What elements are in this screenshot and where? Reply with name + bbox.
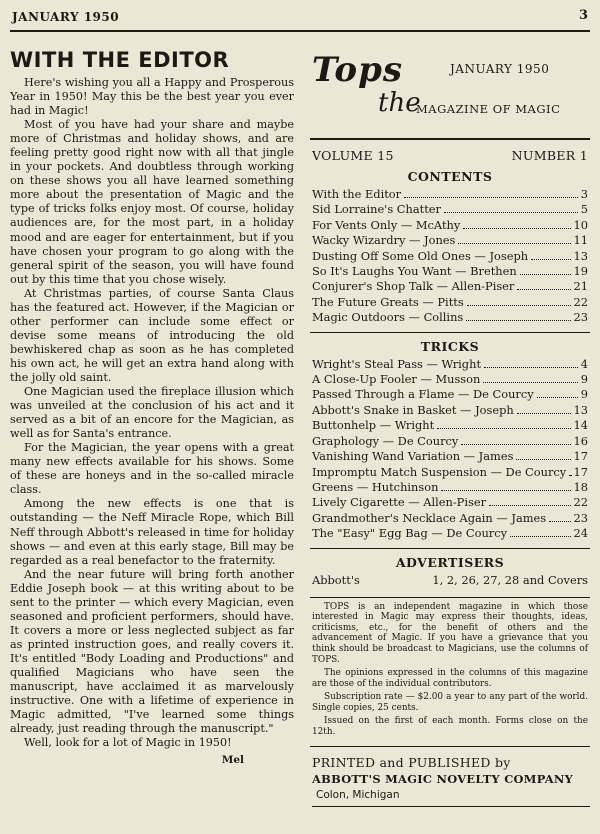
advertiser-row bbox=[310, 573, 590, 587]
toc-entry bbox=[310, 372, 590, 387]
toc-entry bbox=[310, 480, 590, 495]
editorial-paragraph: Most of you have had your share and maybe more of Christmas and holiday shows, and are feeling pretty good right now with all that jingle in your pockets. And doubtless through working on these shows you all have learned something more about the presentation of Magic and the type of tricks folks enjoy most. Of course, holiday audiences are, for the most part, in a holiday mood and are eager for entertainment, but if you have chosen your program to go along with the general spirit of the season, you will have found out by this time that you chose wisely. bbox=[10, 118, 294, 286]
publisher-rule bbox=[312, 806, 590, 807]
toc-entry-page: 11 bbox=[573, 233, 588, 248]
toc-entry bbox=[310, 279, 590, 294]
toc-entry-title: Wacky Wizardry — Jones bbox=[312, 233, 456, 248]
logo-tops: Tops bbox=[312, 50, 403, 90]
toc-entry-page: 19 bbox=[573, 264, 588, 279]
leader-dots bbox=[484, 367, 578, 368]
advertiser-pages: 1, 2, 26, 27, 28 and Covers bbox=[432, 572, 588, 587]
volume-row bbox=[312, 148, 588, 163]
editorial-title: WITH THE EDITOR bbox=[10, 48, 230, 72]
leader-dots bbox=[537, 397, 578, 398]
editorial-paragraph: At Christmas parties, of course Santa Claus has the featured act. However, if the Magician or other performer can include some effect or devise some means of introducing the old bewhiskered chap as soon as he has completed his own act, he will get an extra hand along with the jolly old saint. bbox=[10, 286, 294, 384]
toc-entry bbox=[310, 218, 590, 233]
toc-entry bbox=[310, 465, 590, 480]
editorial-paragraph: One Magician used the fireplace illusion which was unveiled at the conclusion of his act and it served as a bit of an encore for the Magician, as well as for Santa's entrance. bbox=[10, 385, 294, 441]
leader-dots bbox=[404, 197, 578, 198]
toc-entry-page: 9 bbox=[580, 372, 588, 387]
toc-entry bbox=[310, 295, 590, 310]
toc-entry bbox=[310, 264, 590, 279]
toc-entry-title: Dusting Off Some Old Ones — Joseph bbox=[312, 248, 529, 263]
toc-entry-title: Vanishing Wand Variation — James bbox=[312, 449, 514, 464]
toc-entry-title: Greens — Hutchinson bbox=[312, 479, 439, 494]
leader-dots bbox=[467, 305, 571, 306]
leader-dots bbox=[489, 505, 570, 506]
toc-entry-page: 16 bbox=[573, 433, 588, 448]
toc-entry-page: 17 bbox=[573, 464, 588, 479]
toc-entry-title: Conjurer's Shop Talk — Allen-Piser bbox=[312, 279, 515, 294]
toc-entry-page: 9 bbox=[580, 387, 588, 402]
toc-entry-title: Wright's Steal Pass — Wright bbox=[312, 356, 482, 371]
logo-subtitle: MAGAZINE OF MAGIC bbox=[416, 102, 561, 116]
toc-entry bbox=[310, 495, 590, 510]
volume-label: VOLUME 15 bbox=[312, 148, 394, 163]
toc-entry-page: 21 bbox=[573, 279, 588, 294]
tricks-heading: TRICKS bbox=[420, 338, 480, 354]
info-paragraph: Subscription rate — $2.00 a year to any part of the world. Single copies, 25 cents. bbox=[312, 692, 588, 713]
toc-entry bbox=[310, 249, 590, 264]
toc-entry bbox=[310, 233, 590, 248]
toc-entry-page: 3 bbox=[580, 187, 588, 201]
leader-dots bbox=[437, 428, 570, 429]
editorial-paragraph: Among the new effects is one that is outstanding — the Neff Miracle Rope, which Bill Neff through Abbott's released in time for holiday shows — and even at this early stage, Bill may be regarded as a real benefactor to the fraternity. bbox=[10, 497, 294, 567]
toc-entry bbox=[310, 526, 590, 541]
leader-dots bbox=[520, 274, 571, 275]
toc-entry-page: 13 bbox=[573, 402, 588, 417]
toc-entry-page: 22 bbox=[573, 294, 588, 309]
editorial-paragraph: And the near future will bring forth another Eddie Joseph book — at this writing about to be sent to the printer — which every Magician, even seasoned and proficient performers, should have. It covers a more or less neglected subject as far as printed instruction goes, and really covers it. It's entitled "Body Loading and Productions" and qualified Magicians who have seen the manuscript, have acclaimed it as marvelously instructive. One with a lifetime of experience in Magic admitted, "I've learned some things already, just reading through the manuscript." bbox=[10, 567, 294, 736]
toc-entry-title: Grandmother's Necklace Again — James bbox=[312, 510, 547, 525]
leader-dots bbox=[458, 243, 570, 244]
leader-dots bbox=[517, 289, 570, 290]
masthead-date: JANUARY 1950 bbox=[450, 62, 550, 76]
toc-entry bbox=[310, 202, 590, 217]
toc-entry bbox=[310, 511, 590, 526]
contents-list bbox=[310, 187, 590, 326]
leader-dots bbox=[466, 320, 570, 321]
toc-entry-page: 18 bbox=[573, 479, 588, 494]
publisher-name: ABBOTT'S MAGIC NOVELTY COMPANY bbox=[312, 771, 574, 786]
toc-entry-title: Magic Outdoors — Collins bbox=[312, 310, 464, 325]
leader-dots bbox=[461, 444, 570, 445]
leader-dots bbox=[569, 475, 570, 476]
section-rule bbox=[310, 548, 590, 549]
toc-entry-page: 4 bbox=[580, 356, 588, 371]
editorial-body bbox=[10, 76, 294, 750]
toc-entry-page: 24 bbox=[573, 526, 588, 541]
toc-entry-title: The "Easy" Egg Bag — De Courcy bbox=[312, 526, 508, 541]
toc-entry-page: 5 bbox=[580, 202, 588, 217]
toc-entry-title: Buttonhelp — Wright bbox=[312, 418, 435, 433]
tricks-list bbox=[310, 357, 590, 542]
leader-dots bbox=[463, 228, 570, 229]
editorial-column bbox=[10, 48, 294, 766]
toc-entry-title: Impromptu Match Suspension — De Courcy bbox=[312, 464, 567, 479]
leader-dots bbox=[517, 413, 571, 414]
info-paragraph: TOPS is an independent magazine in which those interested in Magic may express their thoughts, ideas, criticisms, etc., for the benefit of others and the advancement of Magic. If you have a grievance that you think should be broadcast to Magicians, use the columns of TOPS. bbox=[312, 601, 588, 665]
running-header-date: JANUARY 1950 bbox=[12, 10, 120, 24]
leader-dots bbox=[441, 490, 570, 491]
toc-entry-page: 23 bbox=[573, 310, 588, 325]
toc-entry-page: 13 bbox=[573, 248, 588, 263]
toc-entry-page: 14 bbox=[573, 418, 588, 433]
toc-entry-title: The Future Greats — Pitts bbox=[312, 294, 464, 309]
toc-entry-page: 10 bbox=[573, 217, 588, 232]
publisher-line: PRINTED and PUBLISHED by bbox=[312, 754, 511, 770]
toc-entry bbox=[310, 357, 590, 372]
toc-entry-title: Lively Cigarette — Allen-Piser bbox=[312, 495, 487, 510]
masthead bbox=[310, 48, 590, 138]
info-paragraph: The opinions expressed in the columns of this magazine are those of the individual contributors. bbox=[312, 668, 588, 689]
leader-dots bbox=[483, 382, 577, 383]
publisher-block bbox=[310, 755, 590, 807]
toc-entry bbox=[310, 187, 590, 202]
page-number: 3 bbox=[578, 8, 588, 23]
toc-entry-title: With the Editor bbox=[312, 187, 402, 201]
toc-entry bbox=[310, 449, 590, 464]
toc-entry bbox=[310, 403, 590, 418]
toc-entry-title: Graphology — De Courcy bbox=[312, 433, 459, 448]
toc-entry-page: 23 bbox=[573, 510, 588, 525]
number-label: NUMBER 1 bbox=[511, 148, 588, 163]
contents-column bbox=[310, 48, 590, 807]
leader-dots bbox=[549, 521, 570, 522]
toc-entry bbox=[310, 387, 590, 402]
leader-dots bbox=[531, 259, 570, 260]
section-rule bbox=[310, 332, 590, 333]
toc-entry-title: For Vents Only — McAthy bbox=[312, 217, 461, 232]
info-paragraph: Issued on the first of each month. Forms close on the 12th. bbox=[312, 716, 588, 738]
advertiser-name: Abbott's bbox=[312, 572, 360, 587]
contents-heading: CONTENTS bbox=[407, 169, 493, 184]
header-rule bbox=[10, 30, 590, 32]
toc-entry-title: So It's Laughs You Want — Brethen bbox=[312, 264, 517, 279]
toc-entry-page: 17 bbox=[573, 449, 588, 464]
toc-entry-page: 22 bbox=[573, 495, 588, 510]
toc-entry bbox=[310, 310, 590, 325]
editorial-paragraph: Well, look for a lot of Magic in 1950! bbox=[24, 736, 232, 750]
advertisers-heading: ADVERTISERS bbox=[395, 554, 505, 570]
publisher-location: Colon, Michigan bbox=[316, 788, 400, 801]
toc-entry bbox=[310, 418, 590, 433]
leader-dots bbox=[444, 212, 578, 213]
toc-entry-title: Passed Through a Flame — De Courcy bbox=[312, 387, 534, 402]
editorial-paragraph: Here's wishing you all a Happy and Prosperous Year in 1950! May this be the best year you ever had in Magic! bbox=[10, 76, 294, 118]
toc-entry bbox=[310, 434, 590, 449]
leader-dots bbox=[510, 536, 570, 537]
publication-info bbox=[310, 597, 590, 747]
toc-entry-title: Abbott's Snake in Basket — Joseph bbox=[312, 402, 514, 417]
leader-dots bbox=[516, 459, 570, 460]
toc-entry-title: Sid Lorraine's Chatter bbox=[312, 202, 441, 217]
toc-entry-title: A Close-Up Fooler — Musson bbox=[312, 372, 481, 387]
logo-the: the bbox=[378, 88, 421, 118]
editor-signature: Mel bbox=[221, 754, 244, 767]
masthead-rule bbox=[310, 138, 590, 140]
editorial-paragraph: For the Magician, the year opens with a great many new effects available for his shows. Some of these are honeys and in the so-called miracle class. bbox=[10, 441, 294, 497]
